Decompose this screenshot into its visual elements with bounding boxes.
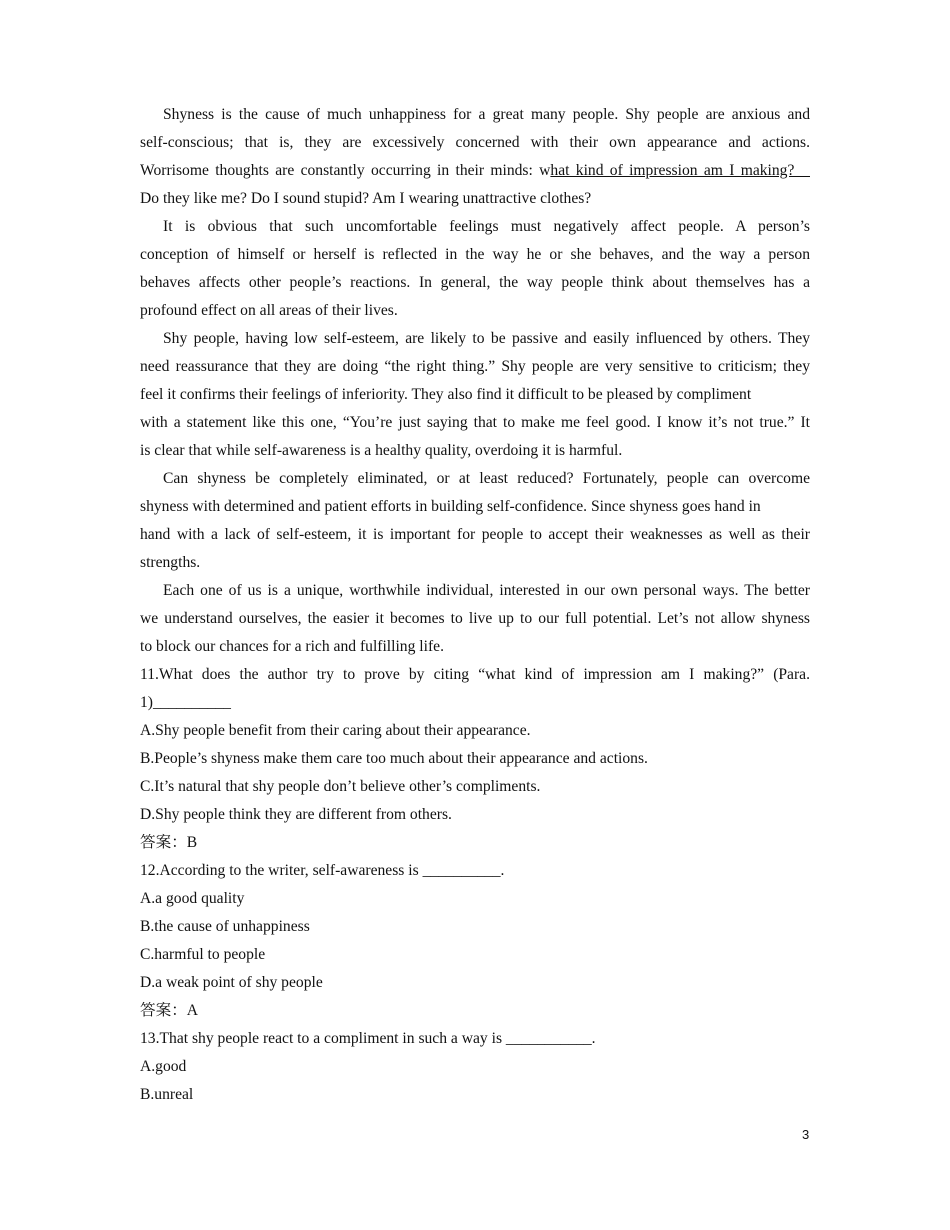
answer-option: B.People’s shyness make them care too much about their appearance and actions. [140, 750, 648, 767]
paragraph-line: with a statement like this one, “You’re just saying that to make me feel good. I know it’s not true.” It [140, 414, 810, 431]
question-stem: 13.That shy people react to a compliment in such a way is ___________. [140, 1030, 596, 1047]
paragraph-line: we understand ourselves, the easier it becomes to live up to our full potential. Let’s not allow shyness [140, 610, 810, 627]
answer-option: C.harmful to people [140, 946, 266, 963]
page-number: 3 [802, 1127, 810, 1142]
passage-paragraph [140, 577, 810, 661]
answer-option: C.It’s natural that shy people don’t believe other’s compliments. [140, 778, 541, 795]
passage-paragraph [140, 101, 810, 213]
paragraph-line: Shyness is the cause of much unhappiness for a great many people. Shy people are anxious and [163, 106, 810, 123]
question-stem: 1)__________ [140, 694, 231, 711]
paragraph-line: profound effect on all areas of their lives. [140, 302, 398, 319]
answer-option: B.unreal [140, 1086, 194, 1103]
paragraph-line: to block our chances for a rich and fulfilling life. [140, 638, 444, 655]
answer-key: 答案：B [140, 834, 198, 851]
question-stem: 11.What does the author try to prove by citing “what kind of impression am I making?” (Para. [140, 666, 810, 683]
line-text: Worrisome thoughts are constantly occurring in their minds: w [140, 162, 551, 179]
passage-paragraph [140, 465, 810, 577]
paragraph-line: Do they like me? Do I sound stupid? Am I wearing unattractive clothes? [140, 190, 592, 207]
paragraph-line: conception of himself or herself is reflected in the way he or she behaves, and the way a person [140, 246, 810, 263]
passage-paragraph [140, 325, 810, 465]
paragraph-line: Shy people, having low self-esteem, are likely to be passive and easily influenced by others. They [163, 330, 810, 347]
paragraph-line: shyness with determined and patient efforts in building self-confidence. Since shyness goes hand in [140, 498, 761, 515]
paragraph-line: strengths. [140, 554, 201, 571]
question-block [140, 661, 810, 857]
paragraph-line: is clear that while self-awareness is a healthy quality, overdoing it is harmful. [140, 442, 623, 459]
answer-option: A.good [140, 1058, 187, 1075]
paragraph-line [140, 157, 810, 185]
paragraph-line: Can shyness be completely eliminated, or at least reduced? Fortunately, people can overcome [163, 470, 810, 487]
paragraph-line: Each one of us is a unique, worthwhile individual, interested in our own personal ways. The better [163, 582, 810, 599]
answer-option: D.Shy people think they are different from others. [140, 806, 452, 823]
question-block [140, 1025, 810, 1109]
paragraph-line: feel it confirms their feelings of inferiority. They also find it difficult to be pleased by compliment [140, 386, 752, 403]
passage-paragraph [140, 213, 810, 325]
question-block [140, 857, 810, 1025]
answer-key: 答案：A [140, 1002, 199, 1019]
paragraph-line: It is obvious that such uncomfortable feelings must negatively affect people. A person’s [163, 218, 810, 235]
answer-option: A.Shy people benefit from their caring about their appearance. [140, 722, 531, 739]
document-body [140, 101, 810, 1109]
question-stem: 12.According to the writer, self-awareness is __________. [140, 862, 505, 879]
answer-option: A.a good quality [140, 890, 245, 907]
paragraph-line: self-conscious; that is, they are excessively concerned with their own appearance and actions. [140, 134, 810, 151]
answer-option: D.a weak point of shy people [140, 974, 323, 991]
paragraph-line: behaves affects other people’s reactions. In general, the way people think about themselves has a [140, 274, 810, 291]
underlined-quote: hat kind of impression am I making? [550, 162, 810, 179]
paragraph-line: need reassurance that they are doing “the right thing.” Shy people are very sensitive to criticism; they [140, 358, 810, 375]
answer-option: B.the cause of unhappiness [140, 918, 310, 935]
paragraph-line: hand with a lack of self-esteem, it is important for people to accept their weaknesses as well as their [140, 526, 810, 543]
